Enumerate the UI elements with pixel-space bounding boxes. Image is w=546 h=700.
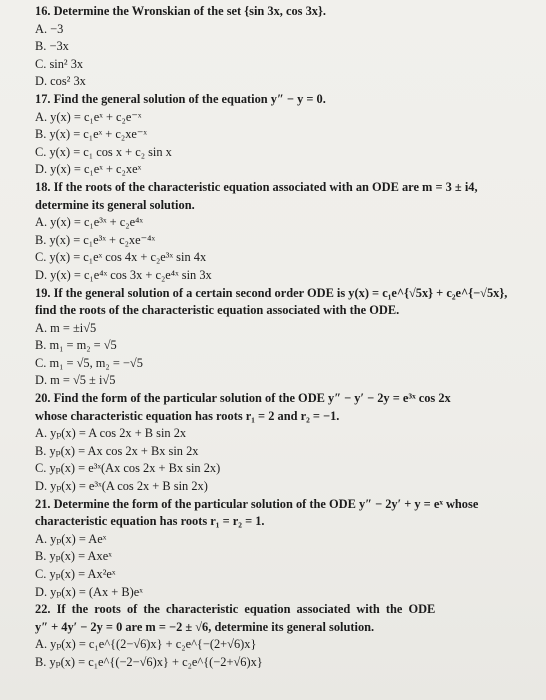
- question-19-line-1: 19. If the general solution of a certain second order ODE is y(x) = c₁e^{√5x} + c₂e^{−√5x},: [35, 285, 508, 300]
- question-22-line-1: 22. If the roots of the characteristic equation associated with the ODE: [35, 602, 436, 617]
- q22-option-b: B. yₚ(x) = c₁e^{(−2−√6)x} + c₂e^{(−2+√6)x}: [35, 654, 263, 669]
- question-20-line-1: 20. Find the form of the particular solution of the ODE y″ − y′ − 2y = e³ˣ cos 2x: [35, 391, 451, 406]
- question-20-line-2: whose characteristic equation has roots r₁ = 2 and r₂ = −1.: [35, 408, 340, 423]
- q17-option-b: B. y(x) = c₁eˣ + c₂xe⁻ˣ: [35, 127, 148, 142]
- q16-option-c: C. sin² 3x: [35, 56, 84, 71]
- question-18-line-1: 18. If the roots of the characteristic equation associated with an ODE are m = 3 ± i4,: [35, 179, 478, 194]
- question-list: [35, 3, 510, 672]
- question-21-line-2: characteristic equation has roots r₁ = r₂ = 1.: [35, 514, 265, 529]
- q21-option-c: C. yₚ(x) = Ax²eˣ: [35, 567, 116, 581]
- q19-option-a: A. m = ±i√5: [35, 320, 97, 335]
- q21-option-b: B. yₚ(x) = Axeˣ: [35, 549, 112, 564]
- q19-option-c: C. m₁ = √5, m₂ = −√5: [35, 355, 143, 370]
- q19-option-d: D. m = √5 ± i√5: [35, 373, 116, 388]
- q19-option-b: B. m₁ = m₂ = √5: [35, 338, 117, 353]
- q17-option-d: D. y(x) = c₁eˣ + c₂xeˣ: [35, 162, 142, 177]
- q22-option-a: A. yₚ(x) = c₁e^{(2−√6)x} + c₂e^{−(2+√6)x}: [35, 637, 257, 652]
- q20-option-c: C. yₚ(x) = e³ˣ(Ax cos 2x + Bx sin 2x): [35, 461, 221, 476]
- q18-option-c: C. y(x) = c₁eˣ cos 4x + c₂e³ˣ sin 4x: [35, 250, 207, 265]
- q17-option-c: C. y(x) = c₁ cos x + c₂ sin x: [35, 144, 172, 159]
- q18-option-b: B. y(x) = c₁e³ˣ + c₂xe⁻⁴ˣ: [35, 232, 156, 247]
- question-19-line-2: find the roots of the characteristic equation associated with the ODE.: [35, 303, 400, 318]
- q18-option-d: D. y(x) = c₁e⁴ˣ cos 3x + c₂e⁴ˣ sin 3x: [35, 267, 212, 282]
- q21-option-a: A. yₚ(x) = Aeˣ: [35, 531, 107, 546]
- question-17: 17. Find the general solution of the equation y″ − y = 0.: [35, 91, 326, 106]
- question-18-line-2: determine its general solution.: [35, 197, 195, 212]
- q18-option-a: A. y(x) = c₁e³ˣ + c₂e⁴ˣ: [35, 215, 143, 230]
- q20-option-b: B. yₚ(x) = Ax cos 2x + Bx sin 2x: [35, 443, 199, 458]
- q20-option-a: A. yₚ(x) = A cos 2x + B sin 2x: [35, 426, 187, 441]
- q17-option-a: A. y(x) = c₁eˣ + c₂e⁻ˣ: [35, 109, 142, 124]
- question-22-line-2: y″ + 4y′ − 2y = 0 are m = −2 ± √6, determine its general solution.: [35, 619, 375, 634]
- q20-option-d: D. yₚ(x) = e³ˣ(A cos 2x + B sin 2x): [35, 479, 208, 494]
- question-21-line-1: 21. Determine the form of the particular solution of the ODE y″ − 2y′ + y = eˣ whose: [35, 496, 479, 511]
- q16-option-a: A. −3: [35, 21, 64, 36]
- q21-option-d: D. yₚ(x) = (Ax + B)eˣ: [35, 584, 143, 599]
- q16-option-d: D. cos² 3x: [35, 74, 86, 89]
- q16-option-b: B. −3x: [35, 39, 69, 54]
- question-16: 16. Determine the Wronskian of the set {sin 3x, cos 3x}.: [35, 4, 326, 18]
